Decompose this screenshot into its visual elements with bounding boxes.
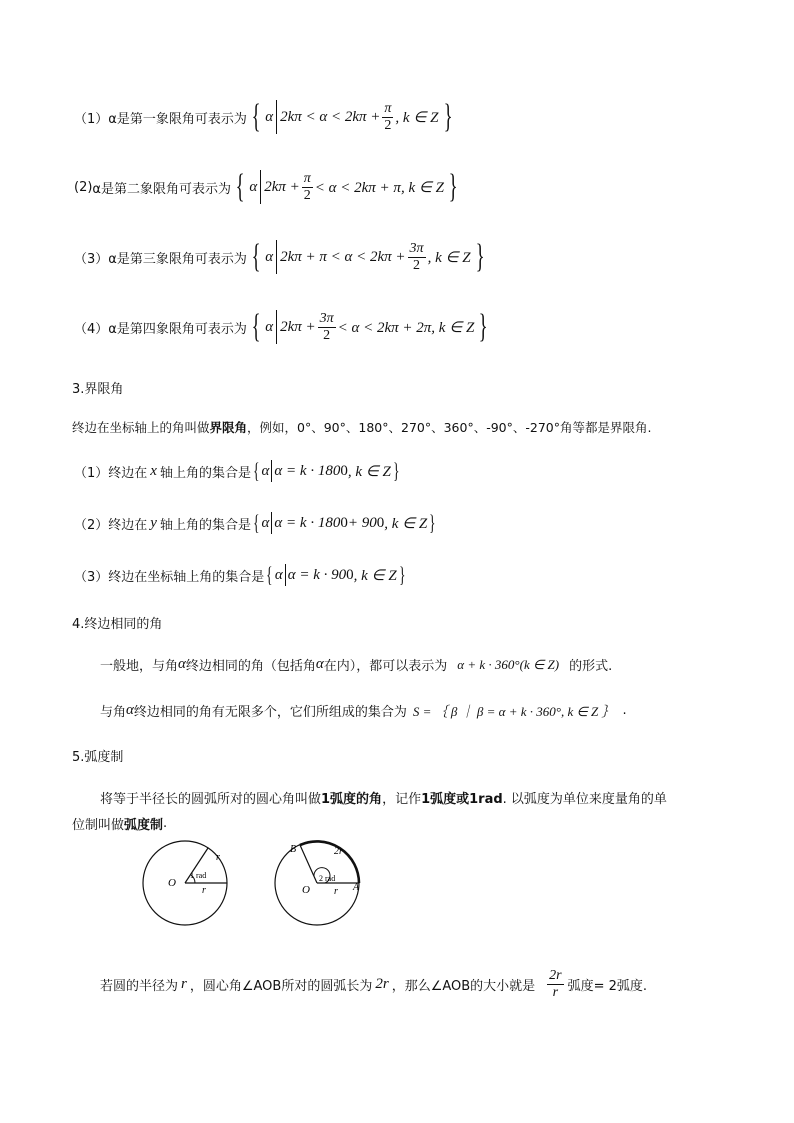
quadrant-3-fraction: $\frac{3\pi}{2}$ bbox=[409, 240, 424, 273]
quadrant-4-fraction: $\frac{3\pi}{2}$ bbox=[319, 310, 334, 343]
section-5-conclusion: 若圆的半径为 r ，圆心角∠AOB所对的圆弧长为 2r ，那么∠AOB的大小就是 $\frac{2r}{r}$ 弧度= 2弧度. bbox=[100, 968, 648, 1000]
radian-figure-2 bbox=[262, 838, 382, 928]
quadrant-3-condition-a: 2kπ + π < α < 2kπ + bbox=[280, 248, 406, 265]
section-5-paragraph-2: 位制叫做 弧度制 . bbox=[72, 816, 168, 833]
quadrant-1-condition-a: 2kπ < α < 2kπ + bbox=[280, 108, 381, 125]
section-4-paragraph-2: 与角 α 终边相同的角有无限多个，它们所组成的集合为 S = ｛ β ｜ β = α + k · 360°, k ∈ Z ｝ . bbox=[100, 702, 627, 720]
section-3-intro: 终边在坐标轴上的角叫做 界限角 ，例如，0°、90°、180°、270°、360°、-90°、-270°角等都是界限角. bbox=[72, 420, 652, 435]
quadrant-3-text: α是第三象限角可表示为 bbox=[108, 251, 247, 267]
section-4-paragraph-1: 一般地，与角 α 终边相同的角（包括角 α 在内），都可以表示为 α + k · 360°(k ∈ Z) 的形式. bbox=[100, 656, 613, 674]
section-3-title: 3.界限角 bbox=[72, 382, 124, 397]
figure-2-point-a-label: A bbox=[353, 882, 360, 893]
quadrant-4-text: α是第四象限角可表示为 bbox=[108, 321, 247, 337]
quadrant-1-number: （1） bbox=[74, 111, 109, 127]
quadrant-2-condition-a: 2kπ + bbox=[264, 178, 300, 195]
conclusion-fraction: $\frac{2r}{r}$ bbox=[549, 968, 562, 1000]
quadrant-2-line: (2) α是第二象限角可表示为 { α 2kπ + $\frac{\pi}{2}$ < α < 2kπ + π, k ∈ Z } bbox=[74, 168, 458, 205]
figure-2-radius-label: r bbox=[334, 886, 338, 897]
radian-figure-1 bbox=[130, 838, 250, 928]
figure-2-arc-label: 2r bbox=[334, 846, 343, 857]
quadrant-4-line: （4） α是第四象限角可表示为 { α 2kπ + $\frac{3\pi}{2}$ < α < 2kπ + 2π, k ∈ Z } bbox=[74, 308, 489, 345]
figure-2-radius-ob bbox=[300, 845, 317, 883]
quadrant-1-fraction: $\frac{\pi}{2}$ bbox=[384, 100, 392, 133]
quadrant-1-condition-b: , k ∈ Z bbox=[395, 109, 439, 126]
figure-1-center-label: O bbox=[168, 877, 176, 889]
quadrant-1-text: α是第一象限角可表示为 bbox=[108, 111, 247, 127]
boundary-set-x: （1） 终边在 x 轴上角的集合是 { α α = k · 180 0 , k ∈ Z } bbox=[74, 458, 400, 483]
quadrant-3-number: （3） bbox=[74, 251, 109, 267]
figure-1-angle-label: 1 rad bbox=[190, 871, 207, 880]
section-4-title: 4.终边相同的角 bbox=[72, 617, 163, 632]
boundary-set-y: （2） 终边在 y 轴上角的集合是 { α α = k · 180 0 + 90 0 , k ∈ Z } bbox=[74, 510, 436, 535]
figure-2-point-b-label: B bbox=[290, 844, 297, 855]
quadrant-3-line: （3） α是第三象限角可表示为 { α 2kπ + π < α < 2kπ + $\frac{3\pi}{2}$ , k ∈ Z } bbox=[74, 238, 485, 275]
quadrant-2-condition-b: < α < 2kπ + π, k ∈ Z bbox=[314, 179, 445, 196]
figure-2-center-label: O bbox=[302, 884, 310, 896]
boundary-set-axes: （3） 终边在坐标轴上角的集合是 { α α = k · 90 0 , k ∈ Z } bbox=[74, 562, 406, 587]
quadrant-1-line: （1） α是第一象限角可表示为 { α 2kπ < α < 2kπ + $\frac{\pi}{2}$ , k ∈ Z } bbox=[74, 98, 453, 135]
quadrant-4-condition-b: < α < 2kπ + 2π, k ∈ Z bbox=[337, 319, 475, 336]
quadrant-4-condition-a: 2kπ + bbox=[280, 318, 316, 335]
figure-1-radius-label: r bbox=[202, 885, 206, 896]
quadrant-4-number: （4） bbox=[74, 321, 109, 337]
quadrant-2-fraction: $\frac{\pi}{2}$ bbox=[303, 170, 311, 203]
figure-2-angle-label: 2 rad bbox=[319, 874, 336, 883]
section-5-paragraph-1: 将等于半径长的圆弧所对的圆心角叫做 1弧度的角 ，记作 1弧度或1rad . 以弧度为单位来度量角的单 bbox=[100, 792, 667, 807]
quadrant-2-number: (2) bbox=[74, 179, 93, 195]
section-5-title: 5.弧度制 bbox=[72, 750, 124, 765]
quadrant-3-condition-b: , k ∈ Z bbox=[427, 249, 471, 266]
quadrant-2-text: α是第二象限角可表示为 bbox=[92, 181, 231, 197]
figure-1-arc-label: r bbox=[216, 852, 220, 863]
